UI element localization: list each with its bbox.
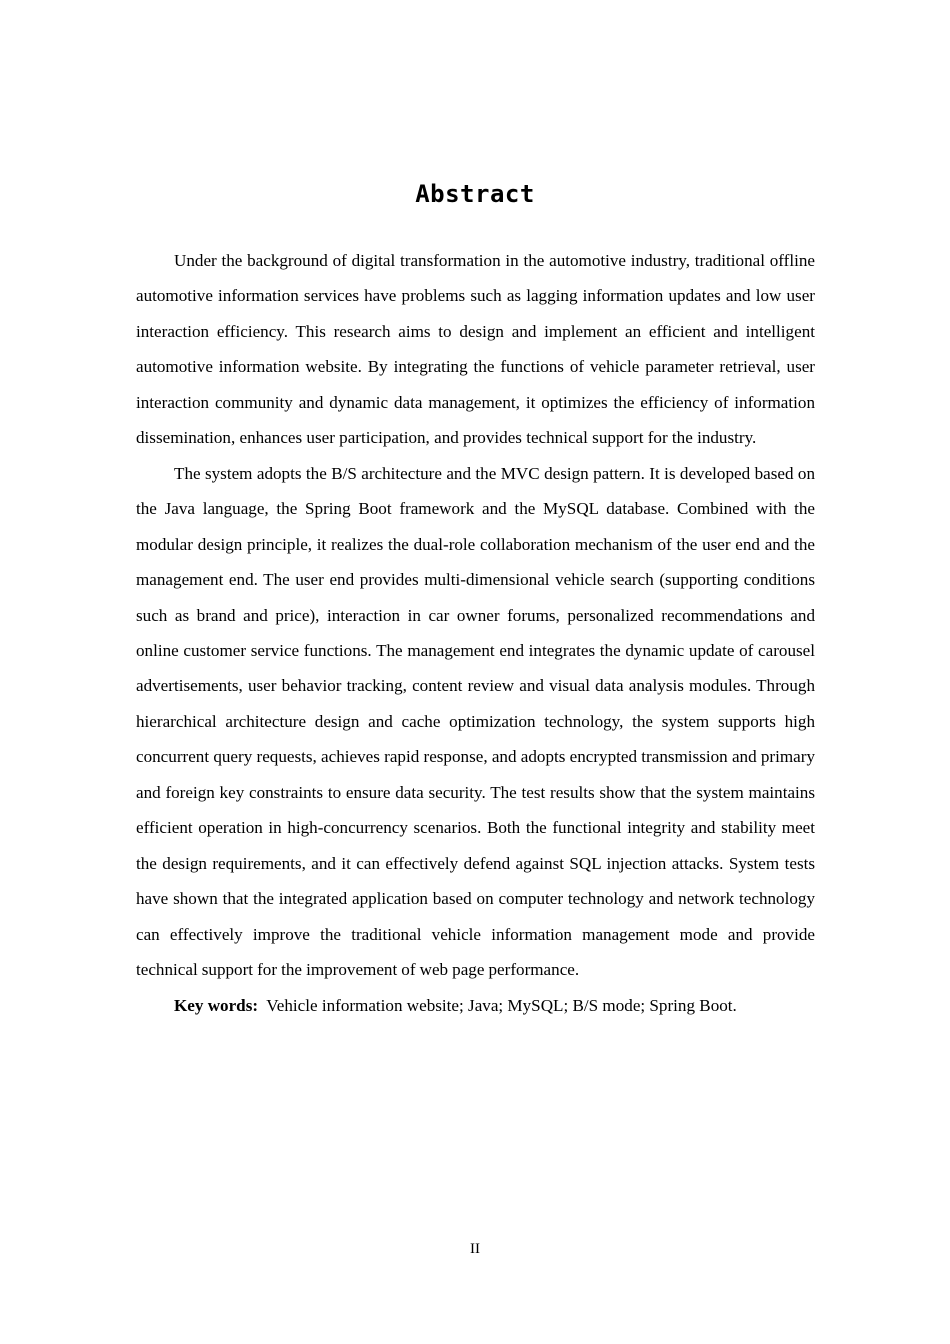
paragraph-keywords [136, 988, 815, 1023]
abstract-body [136, 243, 815, 1023]
page-number: II [470, 1241, 480, 1257]
paragraph-system: The system adopts the B/S architecture and the MVC design pattern. It is developed based on the Java language, the Spring Boot framework and the MySQL database. Combined with the modular design principle, it realizes the dual-role collaboration mechanism of the user end and the management end. The user end provides multi-dimensional vehicle search (supporting conditions such as brand and price), interaction in car owner forums, personalized recommendations and online customer service functions. The management end integrates the dynamic update of carousel advertisements, user behavior tracking, content review and visual data analysis modules. Through hierarchical architecture design and cache optimization technology, the system supports high concurrent query requests, achieves rapid response, and adopts encrypted transmission and primary and foreign key constraints to ensure data security. The test results show that the system maintains efficient operation in high-concurrency scenarios. Both the functional integrity and stability meet the design requirements, and it can effectively defend against SQL injection attacks. System tests have shown that the integrated application based on computer technology and network technology can effectively improve the traditional vehicle information management mode and provide technical support for the improvement of web page performance. [136, 463, 815, 980]
keywords-value: Vehicle information website; Java; MySQL; B/S mode; Spring Boot. [266, 995, 737, 1015]
page-title: Abstract [415, 180, 535, 209]
keywords-label: Key words: [174, 995, 259, 1015]
paragraph-intro: Under the background of digital transformation in the automotive industry, traditional offline automotive information services have problems such as lagging information updates and low user interaction efficiency. This research aims to design and implement an efficient and intelligent automotive information website. By integrating the functions of vehicle parameter retrieval, user interaction community and dynamic data management, it optimizes the efficiency of information dissemination, enhances user participation, and provides technical support for the industry. [136, 251, 815, 448]
